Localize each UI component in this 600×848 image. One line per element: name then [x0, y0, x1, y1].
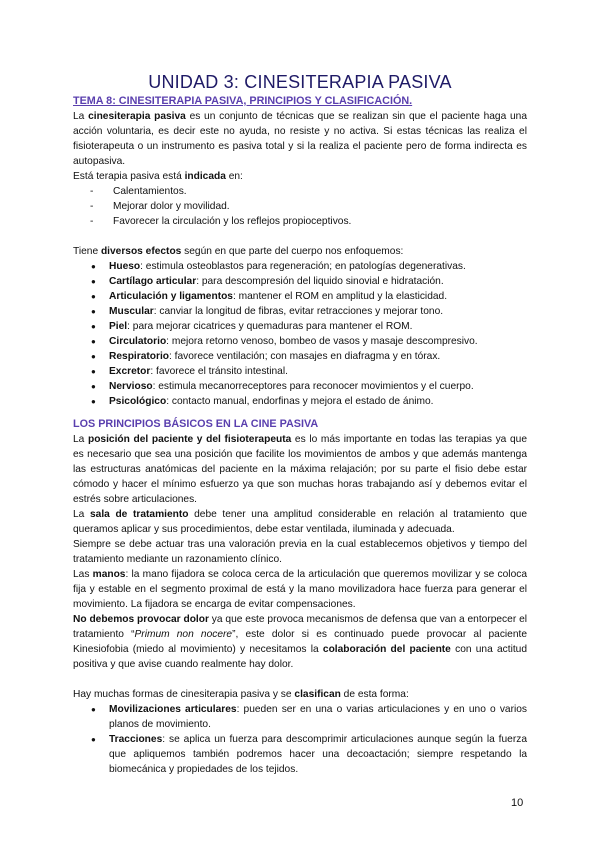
- list-item: ● Movilizaciones articulares: pueden ser en una o varias articulaciones y en uno o varios planos de movimiento.: [73, 702, 527, 732]
- list-item: - Calentamientos.: [73, 184, 527, 199]
- list-item: ● Muscular: canviar la longitud de fibras, evitar retracciones y mejorar tono.: [73, 304, 527, 319]
- principios-heading: LOS PRINCIPIOS BÁSICOS EN LA CINE PASIVA: [73, 418, 319, 430]
- spacer: [73, 229, 527, 244]
- page-content: [73, 72, 527, 777]
- spacer: [73, 409, 527, 417]
- list-item: ● Psicológico: contacto manual, endorfinas y mejora el estado de ánimo.: [73, 394, 527, 409]
- principio-valoracion: Siempre se debe actuar tras una valoración previa en la cual establecemos objetivos y tiempo del tratamiento mediante un razonamiento clínico.: [73, 539, 527, 565]
- page-number: 10: [511, 797, 524, 809]
- list-item: - Favorecer la circulación y los reflejos propioceptivos.: [73, 214, 527, 229]
- clasificacion-list: [73, 702, 527, 777]
- spacer: [73, 672, 527, 687]
- efectos-list: [73, 259, 527, 409]
- page-title: UNIDAD 3: CINESITERAPIA PASIVA: [148, 72, 452, 92]
- list-item: ● Piel: para mejorar cicatrices y quemaduras para mantener el ROM.: [73, 319, 527, 334]
- list-item: - Mejorar dolor y movilidad.: [73, 199, 527, 214]
- tema-heading: TEMA 8: CINESITERAPIA PASIVA, PRINCIPIOS Y CLASIFICACIÓN.: [73, 95, 413, 107]
- list-item: ● Respiratorio: favorece ventilación; con masajes en diafragma y en tórax.: [73, 349, 527, 364]
- principio-posicion: La posición del paciente y del fisioterapeuta es lo más importante en todas las terapias ya que es necesario que sea una posición que facilite los movimientos de ambos y que además mantenga las estructuras anatómicas del paciente en la máxima relajación; por su parte el fisio debe estar cómodo y hacer el mínimo esfuerzo ya que son muchas horas trabajando así y debemos evitar el estrés sobre articulaciones.: [73, 434, 527, 505]
- list-item: ● Tracciones: se aplica un fuerza para descomprimir articulaciones aunque según la fuerza que apliquemos también podremos hacer una decoactación; siempre respetando la biomecánica y propiedades de los tejidos.: [73, 732, 527, 777]
- list-item: ● Cartílago articular: para descompresión del liquido sinovial e hidratación.: [73, 274, 527, 289]
- list-item: ● Excretor: favorece el tránsito intestinal.: [73, 364, 527, 379]
- principio-dolor: No debemos provocar dolor ya que este provoca mecanismos de defensa que van a entorpecer el tratamiento “Primum non nocere”, este dolor si es continuado puede provocar al paciente Kinesiofobia (miedo al movimiento) y necesitamos la colaboración del paciente con una actitud positiva y que avise cuando realmente hay dolor.: [73, 614, 528, 670]
- principio-manos: Las manos: la mano fijadora se coloca cerca de la articulación que queremos movilizar y se coloca fija y estable en el segmento proximal de está y la mano movilizadora hace fuerza para generar el movimiento. La fijadora se encarga de evitar compensaciones.: [73, 569, 527, 610]
- indicaciones-list: [73, 184, 527, 229]
- list-item: ● Circulatorio: mejora retorno venoso, bombeo de vasos y masaje descompresivo.: [73, 334, 527, 349]
- list-item: ● Articulación y ligamentos: mantener el ROM en amplitud y la elasticidad.: [73, 289, 527, 304]
- indicada-line: Está terapia pasiva está indicada en:: [73, 171, 243, 182]
- efectos-intro: Tiene diversos efectos según en que parte del cuerpo nos enfoquemos:: [73, 246, 404, 257]
- list-item: ● Nervioso: estimula mecanorreceptores para reconocer movimientos y el cuerpo.: [73, 379, 527, 394]
- principio-sala: La sala de tratamiento debe tener una amplitud considerable en relación al tratamiento que queramos aplicar y sus procedimientos, debe estar ventilada, iluminada y adecuada.: [73, 509, 527, 535]
- list-item: ● Hueso: estimula osteoblastos para regeneración; en patologías degenerativas.: [73, 259, 527, 274]
- intro-paragraph: La cinesiterapia pasiva es un conjunto de técnicas que se realizan sin que el paciente haga una acción voluntaria, es decir este no ayuda, no resiste y no activa. Si estas técnicas las realiza el fisioterapeuta o un instrumento es pasiva total y si la realiza el paciente pero de forma indirecta es autopasiva.: [73, 111, 527, 167]
- clasificacion-intro: Hay muchas formas de cinesiterapia pasiva y se clasifican de esta forma:: [73, 689, 409, 700]
